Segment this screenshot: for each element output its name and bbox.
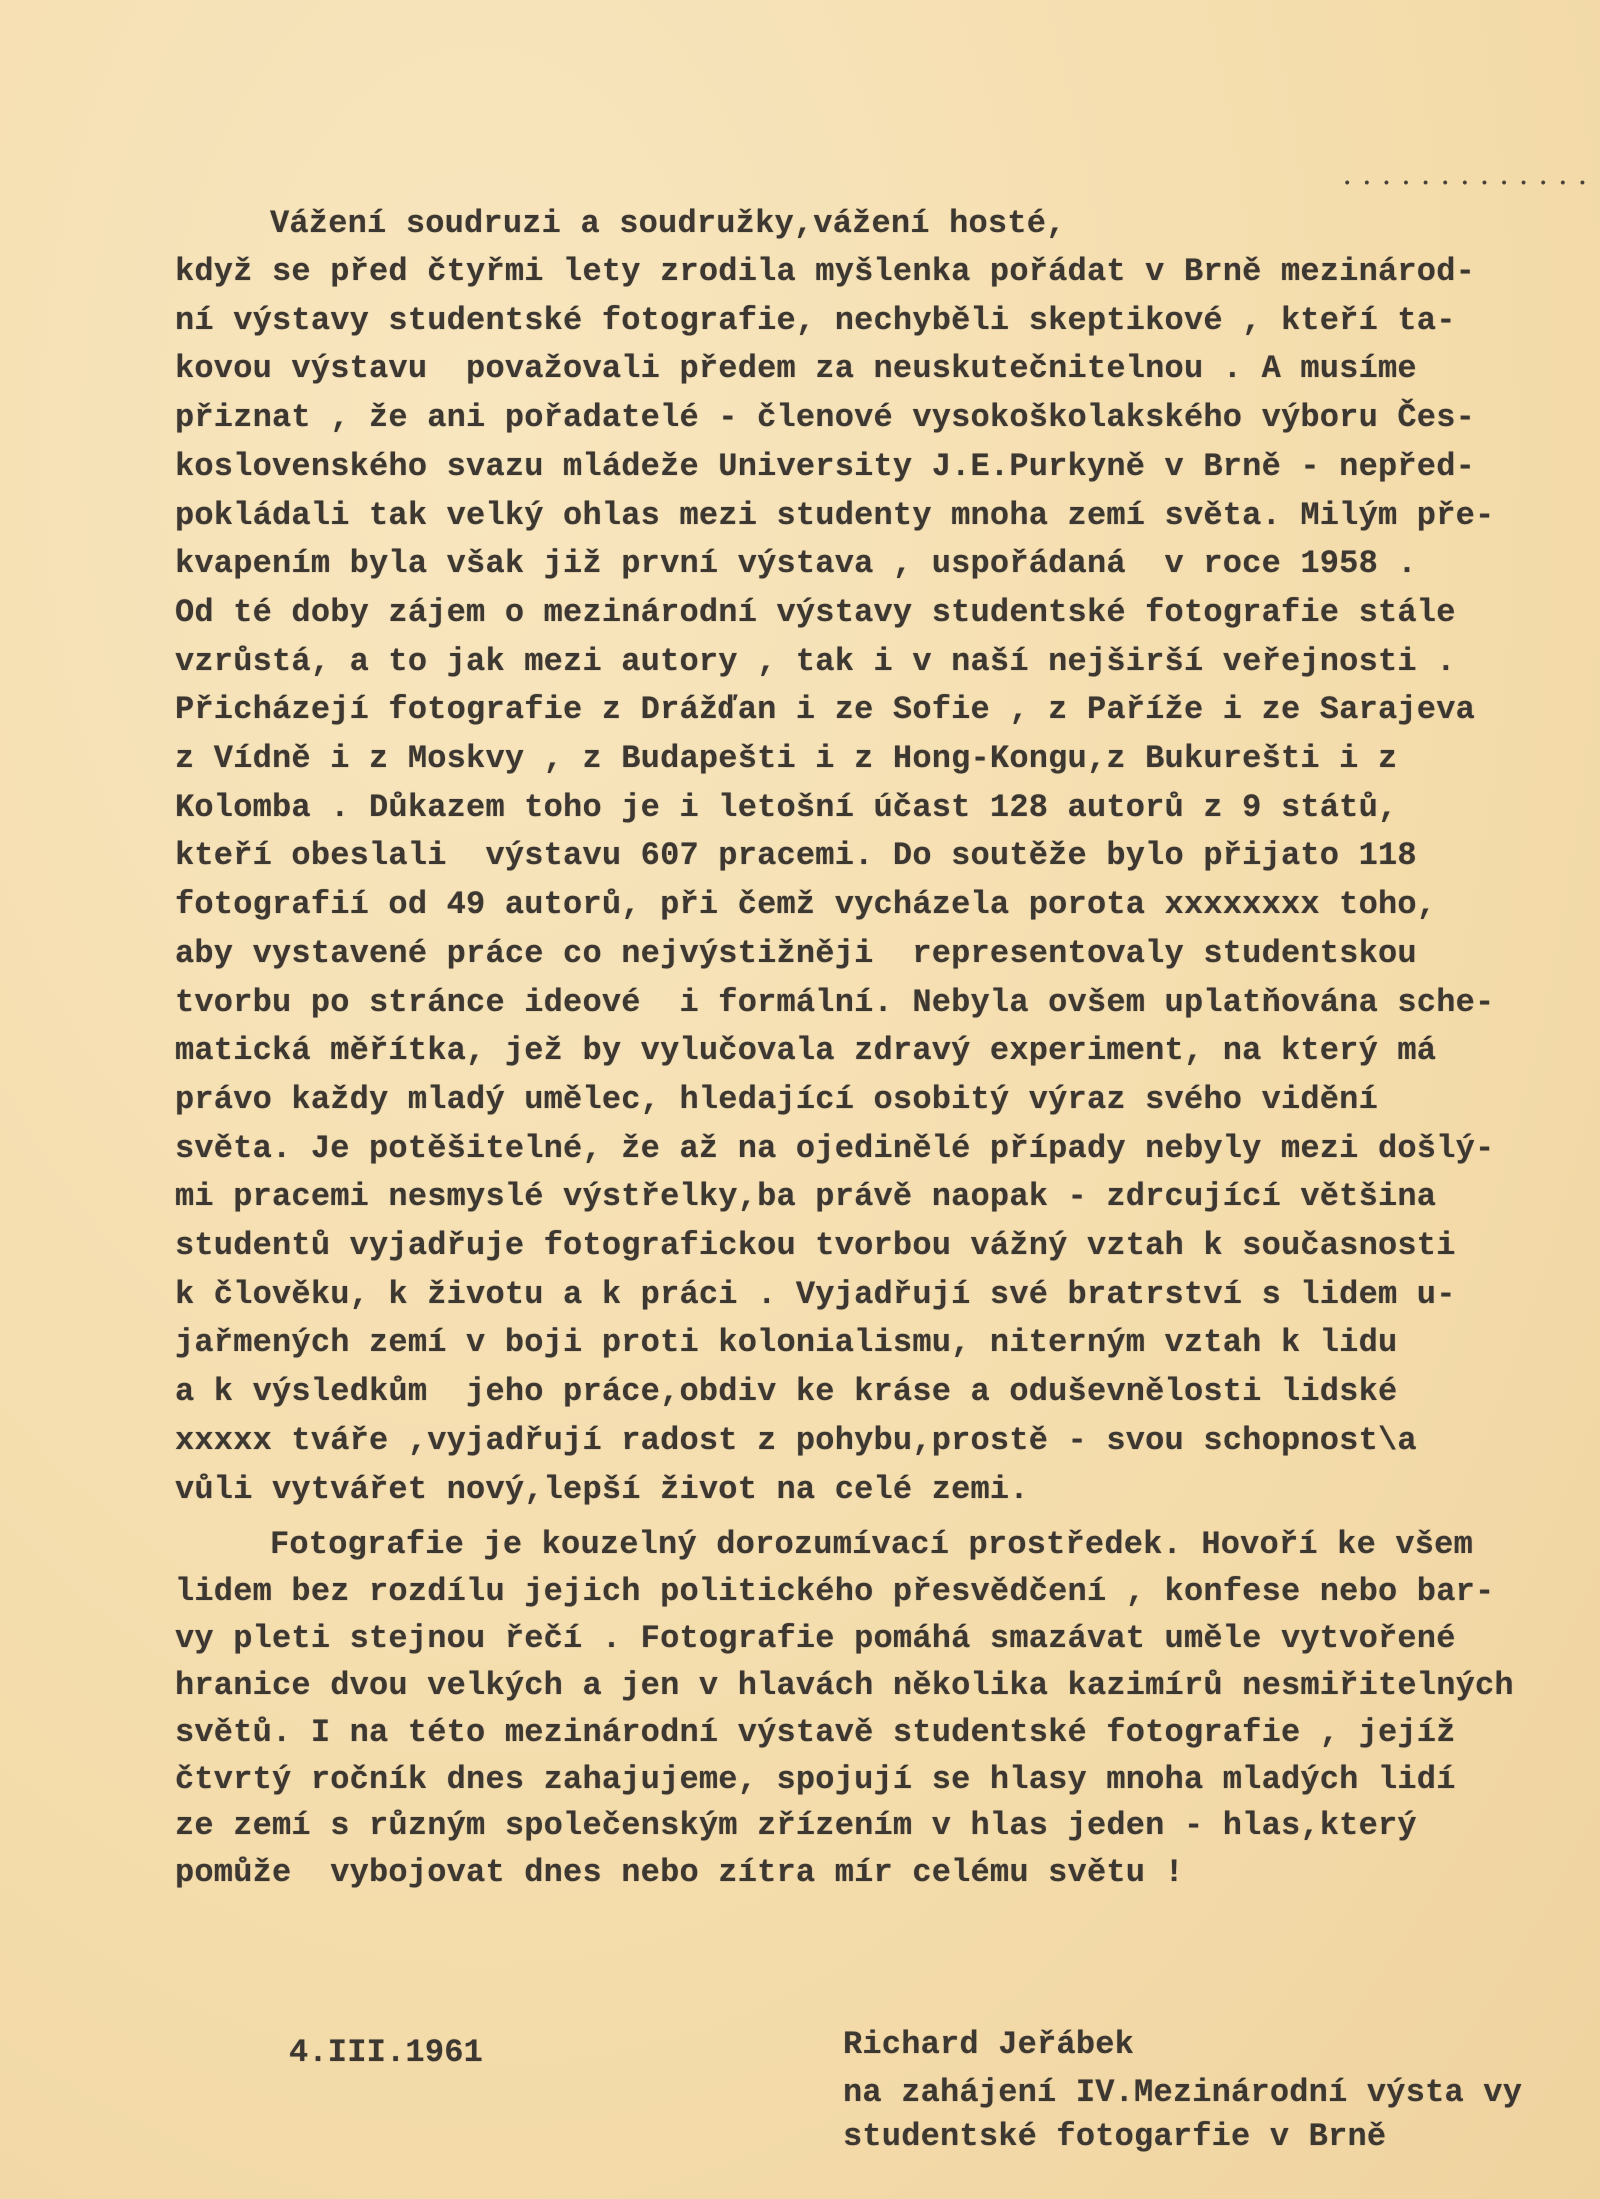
paragraph-1-line: fotografií od 49 autorů, při čemž vycházela porota xxxxxxxx toho, [175,886,1437,924]
salutation: Vážení soudruzi a soudružky,vážení hosté, [270,205,1066,242]
paragraph-1-line: vůli vytvářet nový,lepší život na celé zemi. [175,1470,1029,1508]
paragraph-1-line: a k výsledkům jeho práce,obdiv ke kráse a oduševnělosti lidské [175,1373,1398,1411]
paragraph-1-line: z Vídně i z Moskvy , z Budapešti i z Hong-Kongu,z Bukurešti i z [175,740,1398,777]
paragraph-1-line: Přicházejí fotografie z Drážďan i ze Sofie , z Paříže i ze Sarajeva [175,691,1476,729]
paragraph-1-line: tvorbu po stránce ideové i formální. Nebyla ovšem uplatňována sche- [175,983,1495,1021]
header-dot-leader: • • • • • • • • • • • • • [1343,176,1589,192]
signature-event: studentské fotogarfie v Brně [843,2118,1387,2155]
paragraph-2-line: hranice dvou velkých a jen v hlavách několika kazimírů nesmiřitelných [175,1666,1514,1704]
paragraph-1-line: jařmených zemí v boji proti kolonialismu, niterným vztah k lidu [175,1324,1398,1362]
paragraph-2-line: pomůže vybojovat dnes nebo zítra mír celému světu ! [175,1854,1184,1892]
paragraph-1-line: kvapením byla však již první výstava , uspořádaná v roce 1958 . [175,545,1417,583]
paragraph-1-line: xxxxx tváře ,vyjadřují radost z pohybu,prostě - svou schopnost\a [175,1421,1417,1459]
paragraph-1-line: přiznat , že ani pořadatelé - členové vysokoškolakského výboru Čes- [175,399,1476,437]
paragraph-1-line: matická měřítka, jež by vylučovala zdravý experiment, na který má [175,1032,1437,1070]
paragraph-2-line: čtvrtý ročník dnes zahajujeme, spojují se hlasy mnoha mladých lidí [175,1760,1456,1798]
paragraph-1-line: aby vystavené práce co nejvýstižněji representovaly studentskou [175,934,1417,972]
paragraph-1-line: studentů vyjadřuje fotografickou tvorbou vážný vztah k současnosti [175,1227,1456,1264]
paragraph-1-line: mi pracemi nesmyslé výstřelky,ba právě naopak - zdrcující většina [175,1178,1437,1216]
paragraph-1-line: koslovenského svazu mládeže University J.E.Purkyně v Brně - nepřed- [175,447,1476,485]
signature-occasion: na zahájení IV.Mezinárodní výsta vy [843,2074,1523,2111]
paragraph-1-line: kovou výstavu považovali předem za neuskutečnitelnou . A musíme [175,350,1417,388]
paragraph-2-line: vy pleti stejnou řečí . Fotografie pomáhá smazávat uměle vytvořené [175,1619,1456,1657]
paragraph-2-line: světů. I na této mezinárodní výstavě studentské fotografie , jejíž [175,1713,1456,1751]
paragraph-1-line: vzrůstá, a to jak mezi autory , tak i v naší nejširší veřejnosti . [175,642,1456,680]
paragraph-1-line: pokládali tak velký ohlas mezi studenty mnoha zemí světa. Milým pře- [175,496,1495,534]
paragraph-1-line: kteří obeslali výstavu 607 pracemi. Do soutěže bylo přijato 118 [175,837,1417,875]
paragraph-1-line: ní výstavy studentské fotografie, nechyběli skeptikové , kteří ta- [175,301,1456,339]
paragraph-2-line: Fotografie je kouzelný dorozumívací prostředek. Hovoří ke všem [270,1526,1473,1563]
paragraph-1-line: když se před čtyřmi lety zrodila myšlenka pořádat v Brně mezinárod- [175,253,1476,290]
paragraph-1-line: světa. Je potěšitelné, že až na ojedinělé případy nebyly mezi došlý- [175,1129,1495,1167]
paragraph-1-line: právo každy mladý umělec, hledající osobitý výraz svého vidění [175,1080,1378,1118]
paragraph-2-line: lidem bez rozdílu jejich politického přesvědčení , konfese nebo bar- [175,1572,1495,1610]
paragraph-2-line: ze zemí s různým společenským zřízením v hlas jeden - hlas,který [175,1807,1417,1845]
paragraph-1-line: k člověku, k životu a k práci . Vyjadřují své bratrství s lidem u- [175,1275,1456,1313]
paragraph-1-line: Kolomba . Důkazem toho je i letošní účast 128 autorů z 9 států, [175,788,1398,826]
signature-name: Richard Jeřábek [843,2026,1135,2063]
paragraph-1-line: Od té doby zájem o mezinárodní výstavy studentské fotografie stále [175,593,1456,631]
document-date: 4.III.1961 [289,2034,484,2071]
